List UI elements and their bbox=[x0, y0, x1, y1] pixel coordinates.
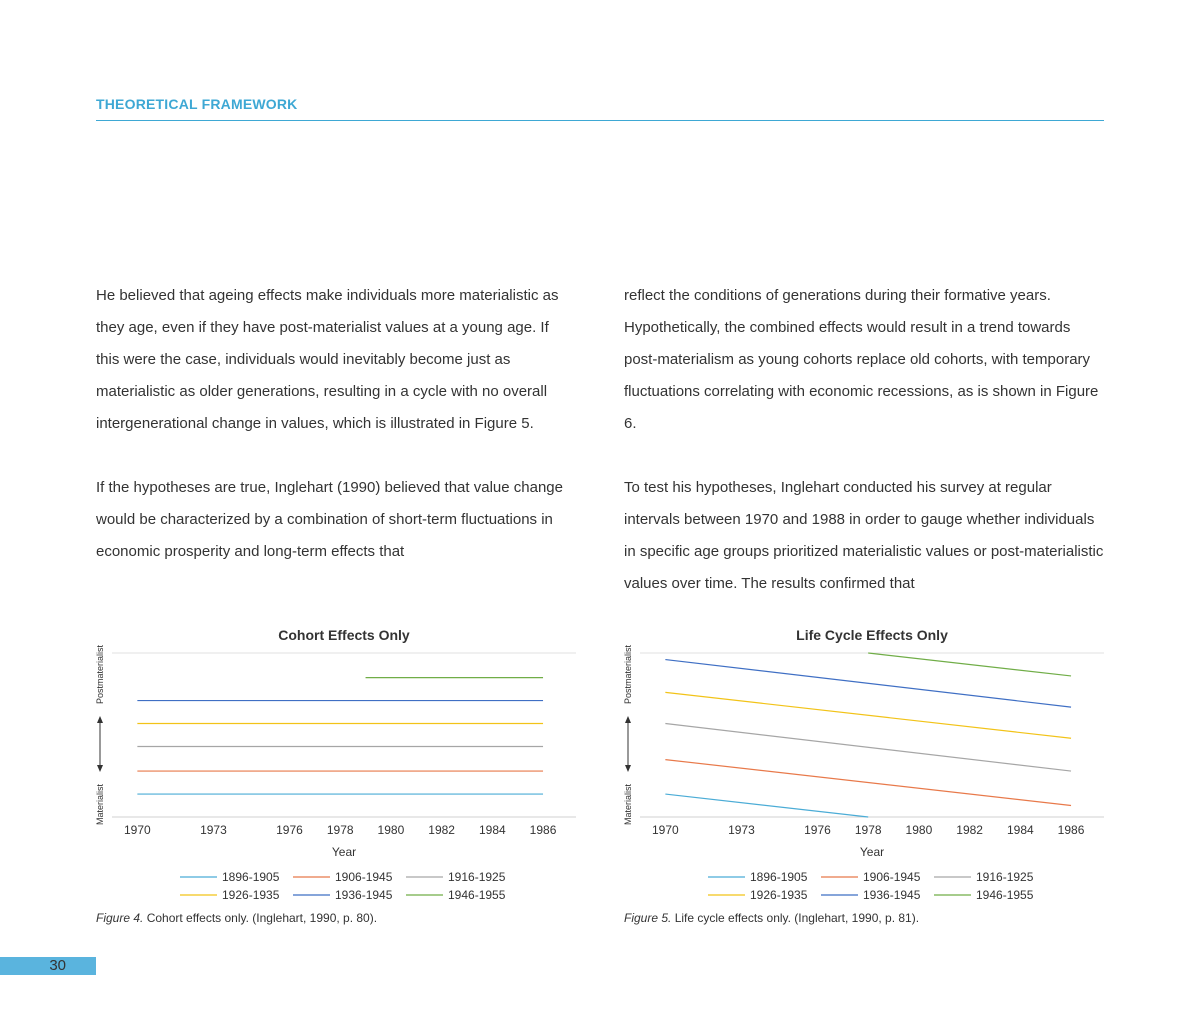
legend-label: 1916-1925 bbox=[448, 870, 506, 884]
x-tick-label: 1973 bbox=[200, 823, 227, 837]
figure-5-chart bbox=[616, 620, 1112, 910]
legend-label: 1936-1945 bbox=[335, 888, 393, 902]
x-tick-label: 1984 bbox=[1006, 823, 1034, 837]
caption-label: Figure 4. bbox=[96, 911, 144, 925]
y-axis-label-top: Postmaterialist bbox=[623, 645, 633, 705]
x-tick-label: 1970 bbox=[124, 823, 151, 837]
arrow-up-icon bbox=[97, 716, 103, 723]
arrow-down-icon bbox=[625, 765, 631, 772]
x-axis-label: Year bbox=[859, 845, 885, 859]
x-tick-label: 1986 bbox=[529, 823, 557, 837]
legend-label: 1926-1935 bbox=[750, 888, 808, 902]
section-title: THEORETICAL FRAMEWORK bbox=[96, 96, 298, 112]
series-line-1916-1925 bbox=[665, 724, 1071, 772]
figure-4-chart bbox=[88, 620, 584, 910]
paragraph: reflect the conditions of generations during their formative years. Hypothetically, the combined effects would result in a trend towards post-materialism as young cohorts replace old cohorts, with temporary fluctuations correlating with economic recessions, as is shown in Figure 6. bbox=[624, 287, 1099, 432]
series-line-1936-1945 bbox=[665, 660, 1071, 708]
x-tick-label: 1973 bbox=[728, 823, 755, 837]
figure-4-caption bbox=[96, 911, 377, 925]
x-tick-label: 1976 bbox=[804, 823, 831, 837]
legend-label: 1926-1935 bbox=[222, 888, 280, 902]
chart-title: Life Cycle Effects Only bbox=[796, 627, 948, 643]
y-axis-label-bottom: Materialist bbox=[95, 783, 105, 825]
y-axis-label-bottom: Materialist bbox=[623, 783, 633, 825]
caption-label: Figure 5. bbox=[624, 911, 672, 925]
arrow-up-icon bbox=[625, 716, 631, 723]
x-tick-label: 1982 bbox=[956, 823, 983, 837]
legend-label: 1906-1945 bbox=[863, 870, 921, 884]
series-line-1926-1935 bbox=[665, 692, 1071, 738]
legend-label: 1946-1955 bbox=[448, 888, 506, 902]
caption-text: Cohort effects only. (Inglehart, 1990, p. 80). bbox=[143, 911, 378, 925]
x-tick-label: 1970 bbox=[652, 823, 679, 837]
x-tick-label: 1978 bbox=[326, 823, 354, 837]
x-tick-label: 1986 bbox=[1057, 823, 1085, 837]
legend-label: 1946-1955 bbox=[976, 888, 1034, 902]
series-line-1946-1955 bbox=[868, 653, 1071, 676]
series-line-1906-1945 bbox=[665, 760, 1071, 806]
page-number: 30 bbox=[49, 957, 66, 974]
legend-label: 1936-1945 bbox=[863, 888, 921, 902]
header-rule bbox=[96, 120, 1104, 121]
paragraph: He believed that ageing effects make individuals more materialistic as they age, even if they have post-materialist values at a young age. If this were the case, individuals would inevitably become just as materialistic as older generations, resulting in a cycle with no overall intergenerational change in values, which is illustrated in Figure 5. bbox=[96, 287, 559, 432]
legend-label: 1896-1905 bbox=[222, 870, 280, 884]
x-tick-label: 1982 bbox=[428, 823, 455, 837]
legend-label: 1896-1905 bbox=[750, 870, 808, 884]
x-tick-label: 1978 bbox=[854, 823, 882, 837]
legend-label: 1916-1925 bbox=[976, 870, 1034, 884]
paragraph: If the hypotheses are true, Inglehart (1990) believed that value change would be characterized by a combination of short-term fluctuations in economic prosperity and long-term effects that bbox=[96, 479, 563, 560]
x-tick-label: 1984 bbox=[478, 823, 506, 837]
figure-5-caption bbox=[624, 911, 919, 925]
legend-label: 1906-1945 bbox=[335, 870, 393, 884]
body-column-left bbox=[96, 280, 576, 568]
x-tick-label: 1976 bbox=[276, 823, 303, 837]
chart-title: Cohort Effects Only bbox=[278, 627, 410, 643]
paragraph: To test his hypotheses, Inglehart conducted his survey at regular intervals between 1970 and 1988 in order to gauge whether individuals in specific age groups prioritized materialistic values or post-materialistic values over time. The results confirmed that bbox=[624, 479, 1104, 592]
x-tick-label: 1980 bbox=[377, 823, 405, 837]
x-axis-label: Year bbox=[331, 845, 357, 859]
arrow-down-icon bbox=[97, 765, 103, 772]
series-line-1896-1905 bbox=[665, 794, 868, 817]
body-column-right bbox=[624, 280, 1104, 600]
y-axis-label-top: Postmaterialist bbox=[95, 645, 105, 705]
x-tick-label: 1980 bbox=[905, 823, 933, 837]
caption-text: Life cycle effects only. (Inglehart, 1990, p. 81). bbox=[671, 911, 920, 925]
